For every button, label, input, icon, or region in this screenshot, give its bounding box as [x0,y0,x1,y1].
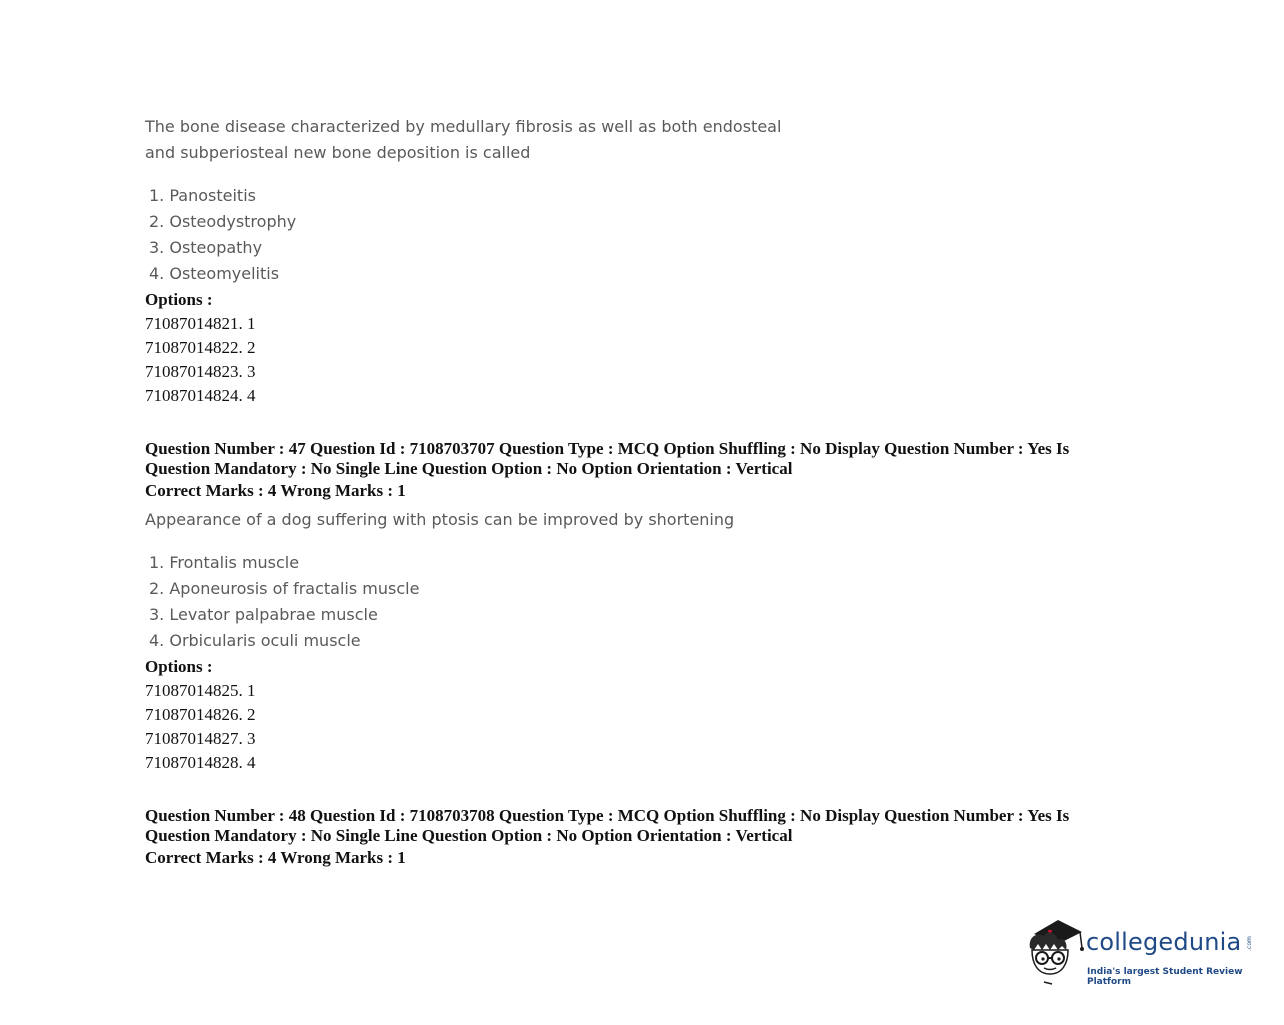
question-46 [145,114,785,166]
option-id: 71087014828. 4 [145,753,256,772]
choice-item: 1. Panosteitis [149,186,256,205]
question-text: The bone disease characterized by medullary fibrosis as well as both endosteal and subperiosteal new bone deposition is called [145,117,782,162]
question-46-choices [145,183,296,287]
choice-item: 3. Osteopathy [149,238,263,257]
option-id: 71087014824. 4 [145,386,256,405]
option-id: 71087014825. 1 [145,681,256,700]
mascot-icon [1024,918,1086,988]
question-48-header [145,806,1105,870]
logo-suffix: .com [1245,936,1253,951]
choice-item: 4. Osteomyelitis [149,264,280,283]
question-46-options [145,288,256,408]
logo-tagline: India's largest Student Review Platform [1087,967,1243,987]
choice-item: 4. Orbicularis oculi muscle [149,631,361,650]
question-meta: Question Number : 47 Question Id : 7108703707 Question Type : MCQ Option Shuffling : No Display Question Number : Yes Is Question Mandatory : No Single Line Question Option : No Option Orientation : Vertical [145,439,1070,478]
option-id: 71087014822. 2 [145,338,256,357]
question-marks: Correct Marks : 4 Wrong Marks : 1 [145,848,406,867]
options-label: Options : [145,290,213,309]
options-label: Options : [145,657,213,676]
collegedunia-logo[interactable] [1024,918,1254,990]
choice-item: 3. Levator palpabrae muscle [149,605,378,624]
question-47-header [145,439,1105,503]
question-text: Appearance of a dog suffering with ptosis can be improved by shortening [145,510,735,529]
question-47-options [145,655,256,775]
choice-item: 2. Osteodystrophy [149,212,297,231]
question-47-choices [145,550,419,654]
option-id: 71087014821. 1 [145,314,256,333]
question-marks: Correct Marks : 4 Wrong Marks : 1 [145,481,406,500]
option-id: 71087014827. 3 [145,729,256,748]
choice-item: 1. Frontalis muscle [149,553,300,572]
choice-item: 2. Aponeurosis of fractalis muscle [149,579,420,598]
question-47 [145,507,845,533]
question-meta: Question Number : 48 Question Id : 7108703708 Question Type : MCQ Option Shuffling : No Display Question Number : Yes Is Question Mandatory : No Single Line Question Option : No Option Orientation : Vertical [145,806,1070,845]
logo-wordmark: collegedunia [1086,928,1242,956]
option-id: 71087014826. 2 [145,705,256,724]
option-id: 71087014823. 3 [145,362,256,381]
